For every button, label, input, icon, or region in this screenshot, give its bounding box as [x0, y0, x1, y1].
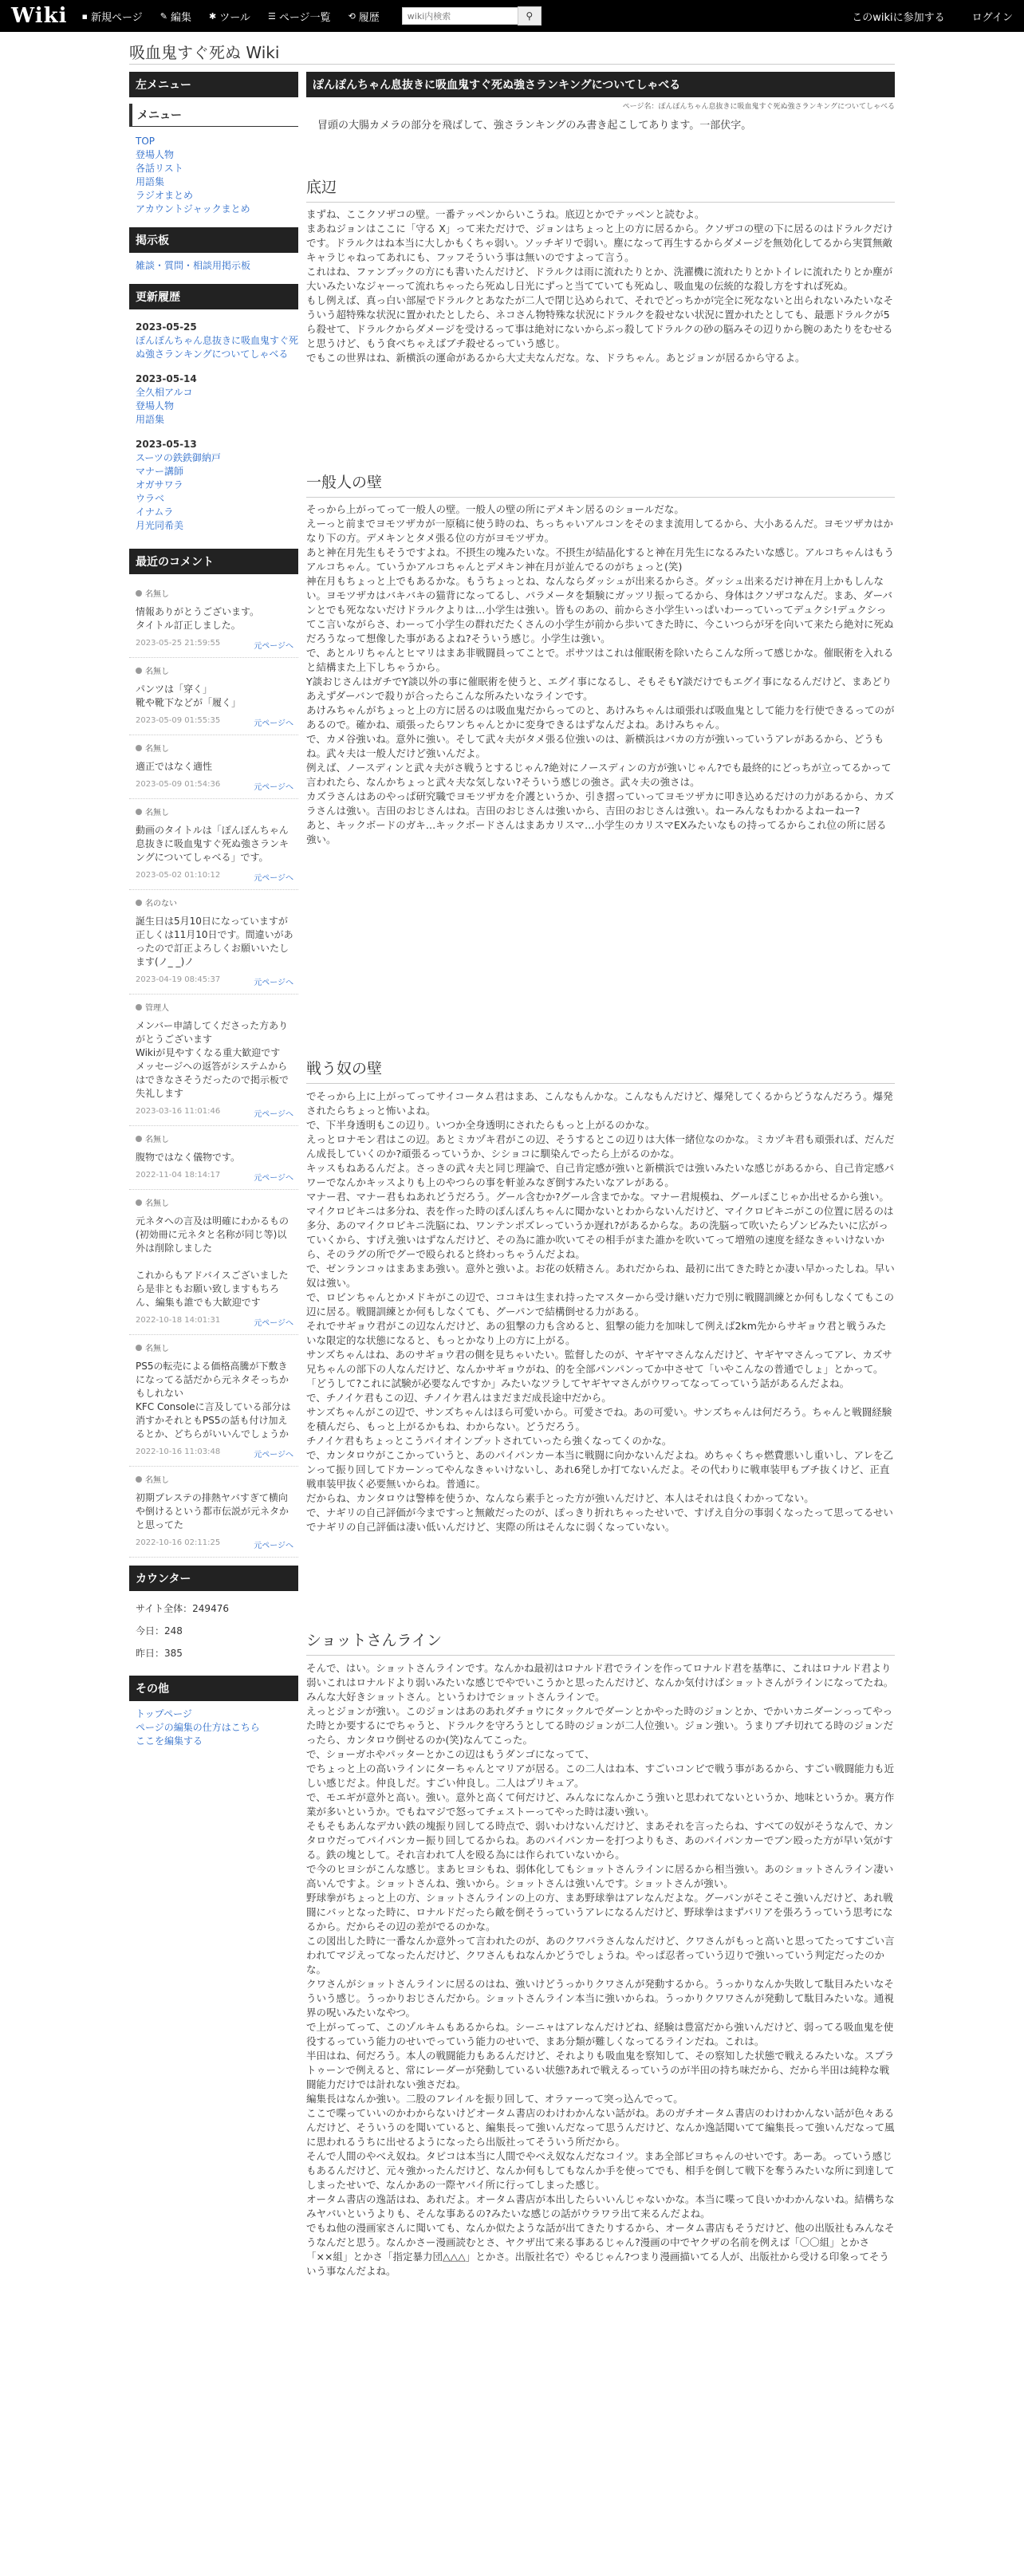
menu-link[interactable]: アカウントジャックまとめ [136, 203, 250, 215]
counter-header: カウンター [129, 1566, 298, 1591]
paragraph: で今のヒヨシがこんな感じ。まあヒヨシもね、弱体化してもショットさんラインに居るから相当強い。あのショットさんライン凄い高いんですよ。ショットさんね、強いから。ショットさんは強いんです。ショットさんが強い。 [306, 1863, 894, 1889]
comment-text: メンバー申請してくださった方ありがとうございます Wikiが見やすくなる重大歓迎です メッセージへの返答がシステムからはできなさそうだったので掲示板で失礼します [136, 1020, 289, 1099]
paragraph: ここで喋っていいのかわからないけどオータム書店のわけわかんない話がね。あのガチオータム書店のわけわかんない話が色々あるんだけど、そういうのを聞いていると、編集長って強いんだなって思うんだけど、なんか逸話聞いてて編集長って強いんだなって風に思われるうちに出せるようになったら出版社ってそういう所だから。 [306, 2107, 895, 2148]
user-icon [136, 668, 142, 674]
history-icon: ⟲ [348, 10, 356, 22]
menu-link[interactable]: TOP [136, 136, 156, 147]
comment-source-link[interactable]: 元ページへ [254, 719, 293, 728]
comment-time: 2023-05-09 01:54:36 [136, 780, 221, 789]
user-icon [136, 1199, 142, 1206]
top-nav-item[interactable] [160, 9, 191, 24]
paragraph: サンズちゃんはね、あのサギョウ君の側を見ちゃいたい。監督したのが、ヤギヤマさんなんだけど、ヤギヤマさんってアレ、カズサ兄ちゃんの部下の人なんだけど、なんかサギョウがね、的を全部パンパンってか中させて「いやこんなの普通でしょ」とかって。「どうして?これに試験が必要なんですか」みたいなツラしてヤギヤマさんがウワってなってっていう話があるんだよね。 [306, 1349, 892, 1389]
update-link[interactable]: 登場人物 [136, 400, 175, 412]
comment-author-name: 名のない [145, 900, 177, 908]
update-link[interactable]: ウラベ [136, 493, 165, 504]
top-nav-item[interactable] [209, 9, 250, 24]
user-icon [136, 900, 142, 906]
tool-icon: ✱ [208, 10, 217, 22]
comment-text: 動画のタイトルは「ぽんぽんちゃん息抜きに吸血鬼すぐ死ぬ強さランキングについてしゃべる」です。 [136, 825, 289, 863]
comment-text: 初期プレステの排熱ヤバすぎて横向や倒けるという都市伝説が元ネタかと思ってた [136, 1492, 289, 1530]
comment-item [129, 1467, 298, 1558]
comment-meta [136, 780, 293, 792]
comment-author-name: 名無し [145, 1199, 169, 1208]
comment-author [136, 1473, 293, 1485]
section-body [306, 1661, 895, 2279]
comment-author-name: 名無し [145, 1476, 169, 1485]
counter-list [129, 1597, 298, 1664]
top-bar [0, 0, 1024, 32]
paragraph: カズラさんはあのやっぱ研究職でヨモツザカを介護というか、引き摺っていってヨモツザカに叩き込めるだけの力があるから、カズラさんは強い。吉田のおじさんはね。吉田のおじさんは強いから、吉田のおじさんは強い。ねーみんなもわかるよねーねー? [306, 790, 895, 817]
paragraph: あと神在月先生もそうですよね。不摂生の塊みたいな。不摂生が結晶化すると神在月先生になるみたいな感じ。アルコちゃんはもうアルコちゃん。ていうかアルコちゃんとデメキン神在月が並んでるのがちょっと(笑) [306, 546, 895, 573]
paragraph: まずね、ここクソザコの壁。一番テッペンからいこうね。底辺とかでテッペンと読むよ。 [306, 208, 705, 220]
title-divider [129, 64, 895, 65]
paragraph: まあねジョンはここに「守る X」って来ただけで、ジョンはちょっと上の方に居るから。クソザコの壁の下に居るのはドラルクだけです。ドラルクはね本当に大しかもくちゃ弱い。ソッチギリで弱い。塵になって再生するからダメージを無効化してるから実質無敵キャラじゃねってあれにも、フッフそういう事は無いのですよって言う。 [306, 223, 893, 263]
paragraph: あと、キックボードのガキ…キックボードさんはまあカリスマ…小学生のカリスマEXみたいなもの持ってるからこれ位の所に居る強い。 [306, 819, 887, 845]
join-wiki-link[interactable]: このwikiに参加する [852, 11, 945, 24]
paragraph: でもね他の漫画家さんに聞いても、なんか似たような話が出てきたりするから、オータム書店もそうだけど、他の出版社もみんなそうなんだと思う。なんかさー漫画読むとさ、ヤクザ出て来る事あるじゃん?漫画の中でヤクザの名前を例えば「〇〇組」とかさ「××組」とかさ「指定暴力団△△△」とかさ。出版社名で）やるじゃん?つまり漫画描いてる人が、出版社から受ける印象ってそういう事なんだよね。 [306, 2222, 895, 2277]
section-heading: 一般人の壁 [306, 471, 895, 498]
paragraph: 半田はね、何だろう。本人の戦闘能力もあるんだけど、それよりも吸血鬼を察知して、その察知した状態で戦えるみたいな。スプラトゥーンで例えると、常にレーダーが発動しているい状態?あれで戦えるっていうのが半田の持ち味だから、だから半田は純粋な戦闘能力だけでは計れない強さだね。 [306, 2050, 895, 2090]
update-link[interactable]: 全久相アルコ [136, 387, 193, 398]
other-link[interactable]: ページの編集の仕方はこちら [136, 1722, 260, 1733]
comment-author-name: 管理人 [145, 1004, 169, 1013]
comment-source-link[interactable]: 元ページへ [254, 1542, 293, 1550]
comment-item [129, 735, 298, 799]
updates-list [129, 321, 298, 533]
top-nav-item[interactable] [349, 9, 380, 24]
update-link[interactable]: 月光同希美 [136, 520, 184, 531]
board-link[interactable]: 雑談・質問・相談用掲示板 [136, 260, 251, 271]
comment-text: パンツは「穿く」 靴や靴下などが「履く」 [136, 683, 242, 708]
paragraph: もし例えば、真っ白い部屋でドラルクとあなたが二人で閉じ込められて、それでどっちかが完全に死なないと出られないみたいなそういう超特殊な状況に置かれたとしたら、ネコさん物特殊な状況にドラルクを殺せない状況に置かれたとしても、最悪ドラルクが5ら殺せて、ドラルクからダメージを受けるって事は絶対にないからぶっ殺してドラルクの砂の脳みその辺りから腕のあたりをむせると思うけど、もう食べちゃえばブチ殺せるっていう感じ。 [306, 294, 894, 349]
paragraph: えーっと前までヨモツザカが一原稿に使う時のね、ちっちゃいアルコンをそのまま流用してるから、大小あるんだ。ヨモツザカはかなり下の方。デメキンとタメ張る位の方がヨモツザカ。 [306, 518, 894, 544]
other-link[interactable]: トップページ [136, 1708, 192, 1719]
comment-text: 情報ありがとうございます。 タイトル訂正しました。 [136, 606, 260, 631]
counter-value: サイト全体：249476 [136, 1603, 229, 1614]
paragraph: えっとロナモン君はこの辺。あとミカヅキ君がこの辺、そうするとこの辺りは大体一緒位なのかな。ミカヅキ君も頑張れば、だんだん成長していくのか?頑張るっていうか、シショコに馴染んでったら上がるのかな。 [306, 1133, 895, 1160]
comment-author-name: 名無し [145, 1345, 169, 1353]
comment-meta [136, 975, 293, 987]
paragraph: そもそもあんなデカい鉄の塊振り回してる時点で、弱いわけないんだけど、まあそれを言ったらね、すべての奴がそうなんで、カンタロウだってパイパンカー振り回してるからね。あのパイパンカーを打つよりもさ、あのパイパンカーでブン殴った方が早い気がする。鉄の塊として。それ言われて人を殴る為には作られていないから。 [306, 1820, 894, 1861]
comment-source-link[interactable]: 元ページへ [254, 979, 293, 987]
paragraph: えっとジョンが強い。このジョンはあのあれダチョウにタックルでダーンとかやった時のジョンとか、でかいカニダーンっってやった時とか要するにでちゃうと、ドラルクを守ろうとしてる時のジョンが二人位強い。ジョン強い。うまりブチ切れてる時のジョンだったら、カンタロウ倒せるのか(笑)なんてこった。 [306, 1705, 894, 1746]
comment-source-link[interactable]: 元ページへ [254, 1174, 293, 1183]
paragraph: でそっから上に上がってってサイコータム君はまあ、こんなもんかな。こんなもんだけど、爆発してくるからどうなんだろう。爆発されたらちょっと怖いよね。 [306, 1090, 893, 1117]
update-date: 2023-05-14 [136, 373, 197, 384]
update-link[interactable]: 用語集 [136, 414, 165, 425]
update-links [129, 334, 298, 361]
page-title: ぽんぽんちゃん息抜きに吸血鬼すぐ死ぬ強さランキングについてしゃべる [306, 72, 895, 97]
user-icon [136, 590, 142, 597]
comment-text: 腹物ではなく儀物です。 [136, 1152, 241, 1163]
comment-meta [136, 639, 293, 651]
paragraph: で、ナギリの自己評価が今まですっと無敵だったのが、ぽっきり折れちゃったせいで、すげえ自分の事弱くなったって思ってるせいでナギリの自己評価は凄い低いんだけど、実際の所はそんなに弱くなっていない。 [306, 1507, 893, 1533]
comment-text: 元ネタへの言及は明確にわかるもの(初効冊に元ネタと名称が同じ等)以外は削除しました これからもアドバイスございましたら是非ともお願い致しますもちろん、編集も誰でも大歓迎です [136, 1215, 289, 1308]
menu-list [129, 135, 298, 216]
comment-meta [136, 1107, 293, 1119]
paragraph: で、あとルリちゃんとヒマリはまあ非戦闘員ってことで。ポサツはこれは催眠術を除いたらこんな所って感じかな。催眠術を入れると結構また上下しちゃうから。 [306, 647, 894, 673]
update-date: 2023-05-13 [136, 439, 197, 450]
new-page-icon: ▪ [81, 10, 88, 22]
board-list [129, 259, 298, 273]
comment-source-link[interactable]: 元ページへ [254, 783, 293, 792]
paragraph: で、ゼンランコゥはまあまあ強い。意外と強いよ。お花の妖精さん。あれだからね、最初に出てきた時とか凄い早かったしね。早い奴は強い。 [306, 1262, 895, 1289]
paragraph: それでサギョウ君がこの辺なんだけど、あの狙撃の力も含めると、狙撃の能力を加味して例えば2km先からサギョウ君と戦うみたいな限定的な状態になると、もっとかなり上の方に上がる。 [306, 1320, 887, 1346]
other-header: その他 [129, 1676, 298, 1701]
paragraph: で、カメ谷強いね。意外に強い。そして武々夫がタメ張る位強いのは、新横浜はバカの方が強いっていうアレがあるから、どうもね。武々夫は一般人だけど強いんだよ。 [306, 733, 884, 759]
user-icon [136, 1136, 142, 1142]
login-link[interactable]: ログイン [971, 11, 1013, 24]
comment-meta [136, 716, 293, 728]
search-icon: ⚲ [526, 10, 534, 22]
comment-item [129, 799, 298, 890]
comment-text: PS5の転売による価格高騰が下敷きになってる話だから元ネタそっちかもしれない KFC Consoleに言及している部分は消すかそれともPS5の話も付け加えるとか、どちらがいいんでしょうか [136, 1361, 291, 1440]
top-nav-label: 編集 [170, 11, 191, 24]
comment-source-link[interactable]: 元ページへ [254, 1110, 293, 1119]
update-date: 2023-05-25 [136, 321, 197, 333]
paragraph: この図出した時に一番なんか意外って言われたのが、あのクワバラさんなんだけど、クワさんがもっと高いと思ってたってすごい言われてマジえってなったんだけど、クワさんもねなんかどうでしょうね。やっぱ忍者っていう辺りで強いっていう判定だったのかな。 [306, 1935, 895, 1975]
paragraph: そっから上がってって一般人の壁。一般人の壁の所にデメキン居るのショールだな。 [306, 503, 684, 515]
other-list [129, 1707, 298, 1748]
paragraph: これはね、ファンブックの方にも書いたんだけど、ドラルクは雨に流れたりとか、洗濯機に流れたりとかトイレに流れたりとか塵が大いみたいなジャーって流れちゃったら死ぬし日光にずっと当てていても死ぬし、吸血鬼の伝統的な殺し方をすれば死ぬ。 [306, 266, 893, 292]
section-body [306, 502, 895, 847]
comment-author [136, 805, 293, 817]
comments-list [129, 581, 298, 1558]
menu-link[interactable]: 用語集 [136, 176, 165, 187]
paragraph: そんで、はい。ショットさんラインです。なんかね最初はロナルド君でラインを作ってロナルド君を基準に、これはロナルド君より弱いこれはロナルドより弱いみたいな感じでやでいこうかと思ったんだけど、なんか気付けばショットさんがラインになってたね。みんな大好きショットさん。というわけでショットさんラインで。 [306, 1662, 894, 1703]
comment-source-link[interactable]: 元ページへ [254, 642, 293, 651]
comment-author [136, 1196, 293, 1208]
comment-item [129, 1190, 298, 1335]
paragraph: でもこの世界はね、新横浜の運命があるから大丈夫なんだな。な、ドラちゃん。あとジョンが居るから守るよ。 [306, 352, 805, 364]
paragraph: で、ショーガホやパッターとかこの辺はもうダンゴになってて、 [306, 1748, 595, 1760]
top-nav-label: ページ一覧 [278, 11, 331, 24]
search-box [402, 6, 542, 26]
comment-source-link[interactable]: 元ページへ [254, 1451, 293, 1459]
update-links [129, 386, 298, 427]
section-body [306, 1089, 895, 1534]
top-nav-item[interactable] [82, 9, 143, 24]
paragraph: あけみちゃんがちょっと上の方に居るのは吸血鬼だからってのと、あけみちゃんは頑張れば吸血鬼として能力を行使できるってのがあるので。確かね、頑張ったらワンちゃんとかに変身できるはずなんだよね。あけみちゃん。 [306, 704, 895, 731]
main-content [306, 72, 895, 2277]
paragraph: で、ロビンちゃんとかメドキがこの辺で、ココキは生まれ持ったマスターから受け継いだ力で別に戦闘訓練とか何もしなくてもこの辺に居る。戦闘訓練とか何もしなくても、グーパンで結構倒せる力がある。 [306, 1291, 895, 1318]
comment-author [136, 896, 293, 908]
paragraph: Y談おじさんはガチでY談以外の事に催眠術を使うと、エグイ事になるし、そもそもY談だけでもエグイ事になるんだけど、まあどりあえずダーバンで殺りが合ったらこんな所みたいなラインです。 [306, 676, 892, 702]
update-link[interactable]: スーツの鉄鉄御納戸 [136, 452, 221, 463]
update-link[interactable]: イナムラ [136, 506, 174, 518]
paragraph: マナー君、マナー君もねあれどうだろう。グール含むか?グール含までかな。マナー君規模ね、グールぽこじゃか出せるから強い。 [306, 1191, 889, 1203]
comment-time: 2023-04-19 08:45:37 [136, 975, 221, 984]
user-icon [136, 1476, 142, 1483]
menu-link[interactable]: ラジオまとめ [136, 190, 194, 201]
paragraph: 編集長はなんか強い。二股のフレイルを振り回して、オラァーって突っ込んでって。 [306, 2093, 683, 2105]
comment-meta [136, 871, 293, 883]
comment-text: 適正ではなく適性 [136, 761, 213, 772]
paragraph: で、モエギが意外と高い。強い。意外と高くて何だけど、みんなになんかこう強いと思われてないというか、地味というか。裏方作業が多いというか。でもねマジで怒ってチェストーってやった時は凄い強い。 [306, 1791, 895, 1818]
top-right-links [852, 0, 1013, 32]
user-icon [136, 809, 142, 815]
paragraph: チノイケ君もちょっとこうパイオインプットされていったら強くなってくのかな。 [306, 1435, 672, 1447]
comment-item [129, 581, 298, 658]
wiki-logo[interactable]: Wiki [11, 4, 68, 28]
search-button[interactable] [518, 6, 542, 26]
paragraph: オータム書店の逸話はね、あれだよ。オータム書店が本出したらいいんじゃないかな。本当に喋って良いかわかんないね。結構ちなみヤバいというよりも、そんな事あるの?みたいな感じの話がウラワラ出て来るんだよね。 [306, 2193, 895, 2220]
comment-meta [136, 1448, 293, 1459]
comment-time: 2023-05-09 01:55:35 [136, 716, 221, 725]
comment-item [129, 995, 298, 1126]
left-menu-header: 左メニュー [129, 72, 298, 97]
top-nav-item[interactable] [268, 9, 331, 24]
counter-value: 今日：248 [136, 1625, 183, 1637]
comment-author-name: 名無し [145, 668, 169, 676]
comment-time: 2022-11-04 18:14:17 [136, 1171, 221, 1180]
comment-item [129, 1335, 298, 1467]
search-input[interactable] [402, 7, 518, 25]
other-link[interactable]: ここを編集する [136, 1735, 203, 1747]
comment-meta [136, 1171, 293, 1183]
comment-author [136, 664, 293, 676]
updates-header: 更新履歴 [129, 284, 298, 309]
menu-link[interactable]: 各話リスト [136, 163, 183, 174]
top-nav-label: ツール [219, 11, 250, 24]
comment-time: 2023-05-02 01:10:12 [136, 871, 221, 880]
comment-author-name: 名無し [145, 745, 169, 754]
paragraph: で、チノイケ君もこの辺、チノイケ君んはまだまだ成長途中だから。 [306, 1392, 612, 1404]
paragraph: そんで人間のやべえ奴ね。タピコは本当に人間でやべえ奴なんだなコイツ。まあ全部ビヨちゃんのせいです。あーあ。っていう感じもあるんだけど、元々強かったんだけど、なんか何もしてもなんか手を使ってでも、相手を倒して戦下を奪うみたいな所に到達してしまったせいで、なんかあの一際ヤバイ所に行ってしまった感じ。 [306, 2150, 895, 2191]
comment-source-link[interactable]: 元ページへ [254, 1319, 293, 1328]
paragraph: 野球拳がちょっと上の方、ショットさんラインの上の方、まあ野球拳はアレなんだよな。グーパンがそこそこ強いんだけど、あれ戦闘にバッとなった時に、ロナルドだったら敵を倒そうっていうアレになるんだけど、野球拳はまずバリアを張ろうっていう思考になるから。だからその辺の差がでるのかな。 [306, 1892, 893, 1932]
intro-text: 冒頭の大腸カメラの部分を飛ばして、強さランキングのみ書き起こしてあります。一部伏字。 [317, 120, 752, 132]
left-sidebar [129, 72, 298, 1759]
comment-author-name: 名無し [145, 809, 169, 817]
edit-icon: ✎ [160, 10, 167, 22]
comment-author-name: 名無し [145, 1136, 169, 1144]
comment-source-link[interactable]: 元ページへ [254, 874, 293, 883]
comment-author [136, 742, 293, 754]
comment-text: 誕生日は5月10日になっていますが正しくは11月10日です。間違いがあったので訂正よろしくお願いいたします(ノ_ _)ノ [136, 916, 293, 967]
comment-item [129, 658, 298, 735]
comment-author [136, 1132, 293, 1144]
top-nav-label: 履歴 [358, 11, 380, 24]
update-link[interactable]: ぽんぽんちゃん息抜きに吸血鬼すぐ死ぬ強さランキングについてしゃべる [136, 335, 299, 360]
board-header: 掲示板 [129, 227, 298, 253]
update-link[interactable]: オガサワラ [136, 479, 183, 490]
section-heading: 底辺 [306, 175, 895, 203]
comment-item [129, 1126, 298, 1190]
paragraph: サンズちゃんがこの辺で、サンズちゃんはほら可愛いから。可愛さでね。あの可愛い。サンズちゃんは何だろう。ちゃんと戦闘経験を積んだら、もっと上がるかもね、わからない。どうだろう。 [306, 1406, 892, 1432]
comment-author [136, 1341, 293, 1353]
page-list-icon: ☰ [267, 10, 276, 22]
section-body [306, 207, 895, 365]
user-icon [136, 1345, 142, 1351]
paragraph: でちょっと上の高いラインにターちゃんとマリアが居る。この二人はね本、すごいコンビで戦う事があるから、すごい戦闘能力も近しい感じだよ。仲良しだ。すごい仲良し。二人はプリキュア。 [306, 1763, 895, 1789]
comment-item [129, 890, 298, 995]
paragraph: クワさんがショットさんラインに居るのはね、強いけどうっかりクワさんが発動するから。うっかりなんか失敗して駄目みたいなそういう感じ。うっかりおじさんだから。ショットさんライン本当に強いからね。うっかりクワワさんが発動して駄目みたいな。通視界の呪いみたいなやつ。 [306, 1978, 894, 2019]
comment-time: 2022-10-16 02:11:25 [136, 1538, 221, 1547]
comments-header: 最近のコメント [129, 549, 298, 574]
top-nav-label: 新規ページ [90, 11, 143, 24]
paragraph: で、カンタロウがここかっていうと、あのパイパンカー本当に戦闘に向かないんだよね。めちゃくちゃ燃費悪いし重いし、アレを乙ンって振り回してドカーンってやんなきゃいけないし、あれ6発しか打てないんだよ。その代わりに戦車装甲もブチ抜くけど、正直戦車装甲抜く必要無いからね。普通に。 [306, 1449, 894, 1490]
section-heading: 戦う奴の壁 [306, 1057, 895, 1084]
comment-meta [136, 1316, 293, 1328]
update-link[interactable]: マナー講師 [136, 466, 184, 477]
top-nav [82, 9, 397, 24]
menu-link[interactable]: 登場人物 [136, 149, 175, 160]
paragraph: マイクロビキニは多分ね、表を作った時のぽんぽんちゃんに聞かないとわからないんだけど、マイクロビキニがこの位置に居るのは多分、あのマイクロビキニ洗脳にね、ワンテンポズレっていうか遅れ?があるからな。あの洗脳って吹いたらゾンビみたいに広がっていくから、すげえ強いはずなんだけど、その為に誰か吹いてその相手がまた誰かを吹いてって増殖の速度を経なきゃいけないから、そのラグの所でグーで殴られると終わっちゃうんだよね。 [306, 1205, 894, 1260]
paragraph: だからね、カンタロウは警棒を使うか、なんなら素手とった方が強いんだけど、本人はそれは良くわかってない。 [306, 1492, 814, 1504]
page-name: ページ名：ぽんぽんちゃん息抜きに吸血鬼すぐ死ぬ強さランキングについてしゃべる [622, 103, 895, 111]
comment-author [136, 1001, 293, 1013]
update-links [129, 451, 298, 533]
menu-title: メニュー [129, 104, 298, 127]
comment-time: 2023-05-25 21:59:55 [136, 639, 221, 648]
site-title[interactable]: 吸血鬼すぐ死ぬ Wiki [129, 43, 280, 62]
user-icon [136, 745, 142, 751]
comment-time: 2022-10-18 14:01:31 [136, 1316, 221, 1325]
section-heading: ショットさんライン [306, 1629, 895, 1656]
comment-time: 2023-03-16 11:01:46 [136, 1107, 221, 1116]
paragraph: 例えば、ノースディンと武々夫がさ戦うとするじゃん?絶対にノースディンの方が強いじゃん?でも最終的にどっちが立ってるかって言われたら、なんかちょっと武々夫な気しない?そういう感じの強さ。武々夫の強さは。 [306, 762, 892, 788]
comment-author-name: 名無し [145, 590, 169, 599]
paragraph: キッスもねあるんだよ。さっきの武々夫と同じ理論で、自己肯定感が強いと新横浜では強いみたいな感じがあるから、自己肯定感パワーでなんかキッスよりも上のやつらの事を軒並みなぎ倒すみたいなアレがある。 [306, 1162, 895, 1188]
comment-time: 2022-10-16 11:03:48 [136, 1448, 221, 1456]
paragraph: 神在月もちょっと上でもあるかな。もうちょっとね、なんならダッシュが出来るからさ。ダッシュ出来るだけ神在月上かもしんない。ヨモツザカはバキバキの猫背になってるし、パラメータを類験にガッツリ振ってるから、身体はクソザコなんだ。まあ、ダーバンとでも死なないだけドラルクよりは…小学生は強い。皆ものあの、前からさ小学生いっぱいわーっていってデュクシ!デュクシってこ言いながらさ、わーって小学生の群れだたくさんの小学生が前から歩いてきた時に、今こいつらが牙を向いて来たら絶対に死ぬだろうなって想像した事があるよね?そういう感じ。小学生は強い。 [306, 575, 894, 644]
counter-value: 昨日：385 [136, 1648, 183, 1659]
paragraph: で上がってって、このゾルキムもあるからね。シーニャはアレなんだけどね、経験は豊富だから強いんだけど、弱ってる吸血鬼を使役するっていう能力のせいでっていう能力のせいで、まあ分類が難しくなってるラインだね。これは。 [306, 2021, 894, 2047]
user-icon [136, 1004, 142, 1010]
paragraph: で、下半身透明もこの辺り。いつか全身透明にされたらもっと上がるのかな。 [306, 1119, 656, 1131]
comment-author [136, 587, 293, 599]
comment-meta [136, 1538, 293, 1550]
